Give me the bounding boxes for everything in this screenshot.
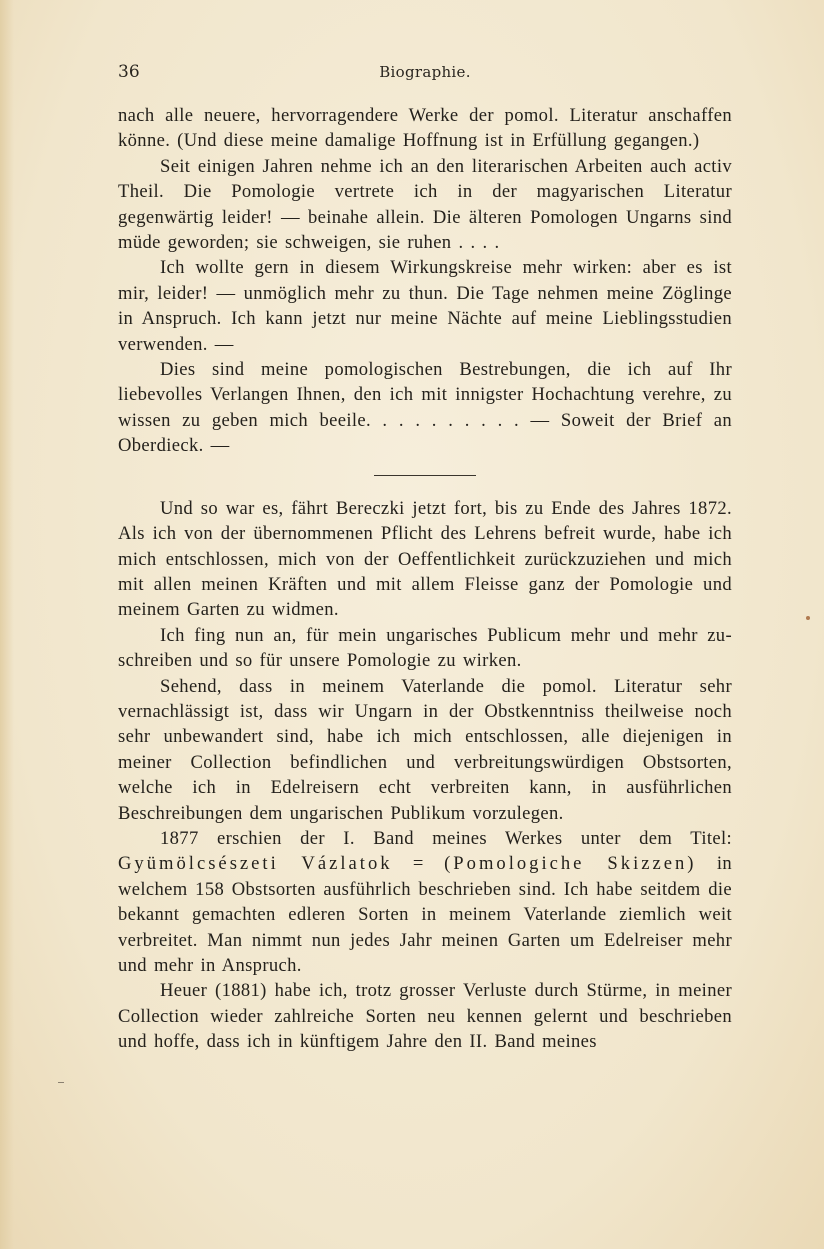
margin-mark [58, 1082, 64, 1083]
paragraph: Ich fing nun an, für mein ungarisches Publicum mehr und mehr zu-schreiben und so für unsere Pomologie zu wirken. [118, 624, 732, 672]
paper-spot [806, 616, 810, 620]
paragraph: nach alle neuere, hervorragendere Werke der pomol. Literatur anschaffen könne. (Und diese meine damalige Hoffnung ist in Erfüllung gegangen.) [118, 105, 732, 152]
paragraph: Und so war es, fährt Bereczki jetzt fort, bis zu Ende des Jahres 1872. Als ich von der übernommenen Pflicht des Lehrens befreit wurde, habe ich mich entschlossen, mich von der Oeffentlichkeit zurückzuziehen und mich mit allen meinen Kräften und mit allem Fleisse ganz der Pomologie und meinem Garten zu widmen. [118, 497, 732, 621]
book-title-translation: (Pomologiche Skizzen) [444, 853, 697, 875]
book-title: Gyümölcsészeti Vázlatok [118, 853, 393, 875]
page-edge-shadow [0, 0, 14, 1249]
paragraph-text: in welchem 158 Obstsorten ausführlich beschrieben sind. Ich habe seitdem die bekannt gemachten edleren Sorten in meinem Vaterlande ziemlich weit verbreitet. Man nimmt nun jedes Jahr meinen Garten um Edelreiser mehr und mehr in Anspruch. [118, 853, 733, 976]
running-title: Biographie. [379, 63, 471, 81]
equals-sign: = [412, 853, 424, 875]
paragraph: Ich wollte gern in diesem Wirkungskreise mehr wirken: aber es ist mir, leider! — unmöglich mehr zu thun. Die Tage nehmen meine Zöglinge in Anspruch. Ich kann jetzt nur meine Nächte auf meine Lieblingsstudien verwenden. — [118, 257, 732, 355]
page-header [118, 62, 732, 86]
paragraph: Dies sind meine pomologischen Bestrebungen, die ich auf Ihr liebevolles Verlangen Ihnen, den ich mit innigster Hochachtung verehre, zu wissen zu geben mich beeile. . . . . . . . . . — Soweit der Brief an Oberdieck. — [118, 359, 732, 457]
page-number: 36 [118, 62, 140, 82]
paragraph: Seit einigen Jahren nehme ich an den literarischen Arbeiten auch activ Theil. Die Pomologie vertrete ich in der magyarischen Literatur gegenwärtig leider! — beinahe allein. Die älteren Pomologen Ungarns sind müde geworden; sie schweigen, sie ruhen . . . . [118, 155, 732, 254]
section-divider [374, 475, 476, 476]
paragraph-text: 1877 erschien der I. Band meines Werkes unter dem Titel: [160, 827, 732, 849]
body-text [118, 103, 732, 1055]
paragraph [118, 826, 732, 978]
paragraph: Heuer (1881) habe ich, trotz grosser Verluste durch Stürme, in meiner Collection wieder zahlreiche Sorten neu kennen gelernt und beschrieben und hoffe, dass ich in künftigem Jahre den II. Band meines [118, 980, 732, 1053]
paragraph: Sehend, dass in meinem Vaterlande die pomol. Literatur sehr vernachlässigt ist, dass wir Ungarn in der Obstkenntniss theilweise noch sehr unbewandert sind, habe ich mich entschlossen, alle diejenigen in meiner Collection befindlichen und verbreitungswürdigen Obstsorten, welche ich in Edelreisern echt verbreiten kann, in ausführlichen Beschreibungen dem ungarischen Publikum vorzulegen. [118, 675, 732, 824]
